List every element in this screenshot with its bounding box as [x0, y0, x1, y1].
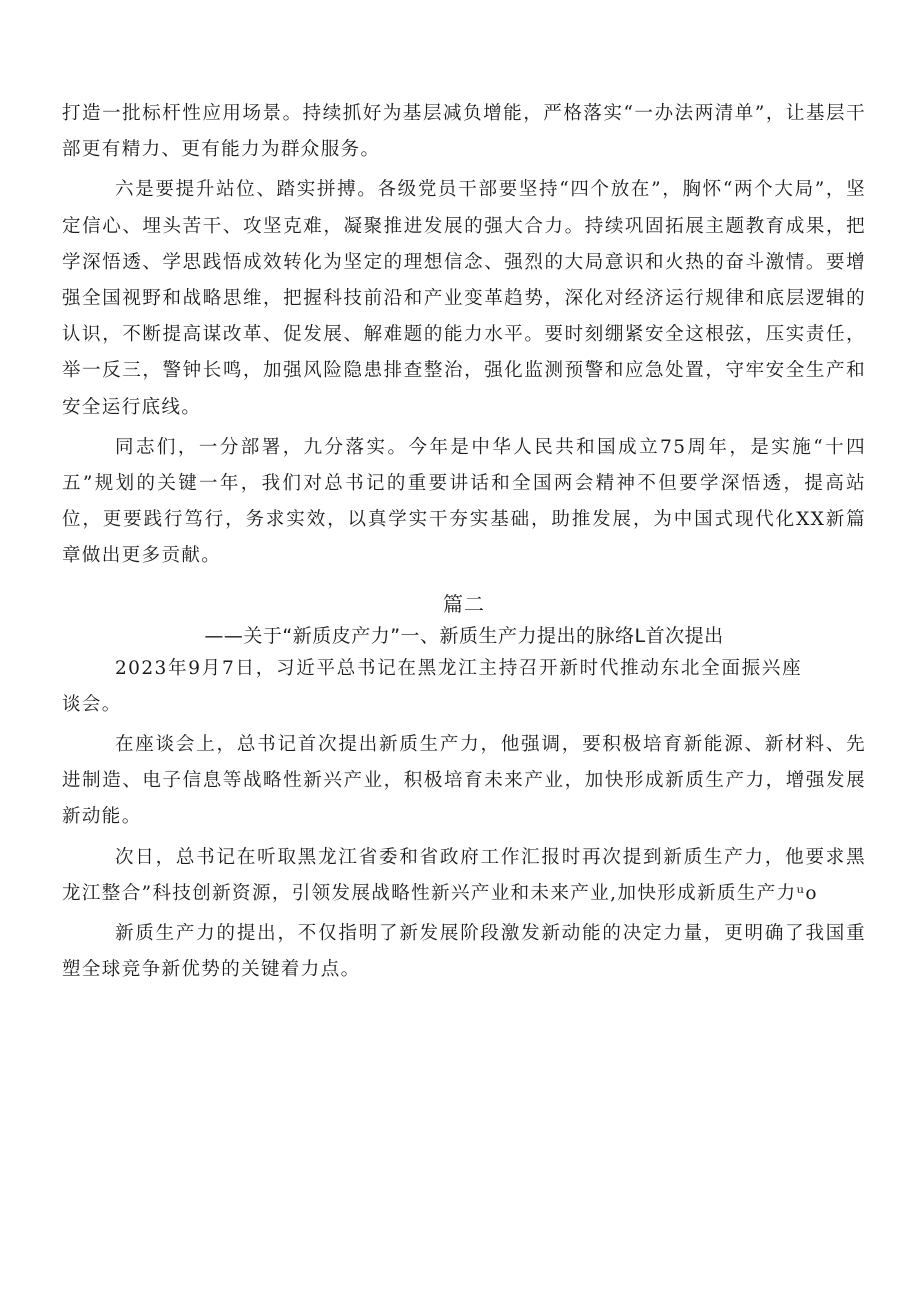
document-page — [62, 96, 866, 988]
paragraph-3: 同志们，一分部署，九分落实。今年是中华人民共和国成立75周年，是实施“十四五”规划的关键一年，我们对总书记的重要讲话和全国两会精神不但要学深悟透，提高站位，更要践行笃行，务求实效，以真学实干夯实基础，助推发展，为中国式现代化XX新篇章做出更多贡献。 — [62, 436, 866, 567]
paragraph-1: 打造一批标杆性应用场景。持续抓好为基层减负增能，严格落实“一办法两清单”，让基层干部更有精力、更有能力为群众服务。 — [62, 103, 866, 161]
paragraph-2: 六是要提升站位、踏实拼搏。各级党员干部要坚持“四个放在”，胸怀“两个大局”，坚定信心、埋头苦干、攻坚克难，凝聚推进发展的强大合力。持续巩固拓展主题教育成果，把学深悟透、学思践悟成效转化为坚定的理想信念、强烈的大局意识和火热的奋斗激情。要增强全国视野和战略思维，把握科技前沿和产业变革趋势，深化对经济运行规律和底层逻辑的认识，不断提高谋改革、促发展、解难题的能力水平。要时刻绷紧安全这根弦，压实责任，举一反三，警钟长鸣，加强风险隐患排查整治，强化监测预警和应急处置，守牢安全生产和安全运行底线。 — [62, 179, 866, 418]
paragraph-6: 次日，总书记在听取黑龙江省委和省政府工作汇报时再次提到新质生产力，他要求黑龙江整合”科技创新资源，引领发展战略性新兴产业和未来产业,加快形成新质生产力ᵘo — [62, 846, 866, 904]
section-subtitle: ——关于“新质皮产力”一、新质生产力提出的脉络L首次提出 — [204, 624, 724, 647]
paragraph-7: 新质生产力的提出，不仅指明了新发展阶段激发新动能的决定力量，更明确了我国重塑全球竞争新优势的关键着力点。 — [62, 923, 866, 981]
paragraph-4: 2023年9月7日，习近平总书记在黑龙江主持召开新时代推动东北全面振兴座谈会。 — [62, 657, 802, 715]
paragraph-5: 在座谈会上，总书记首次提出新质生产力，他强调，要积极培育新能源、新材料、先进制造、电子信息等战略性新兴产业，积极培育未来产业，加快形成新质生产力，增强发展新动能。 — [62, 734, 866, 828]
section-title: 篇二 — [443, 591, 485, 616]
